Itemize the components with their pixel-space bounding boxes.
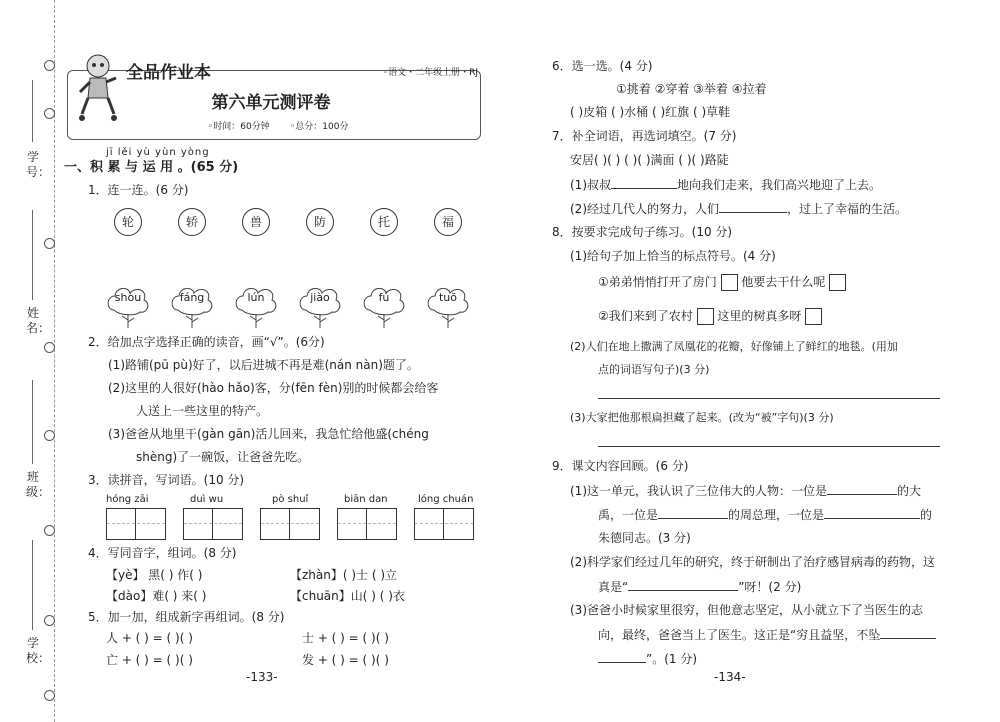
q5-row[interactable]: 亡 + ( ) = ( )( ) [106, 653, 193, 667]
char-circle[interactable]: 轿 [178, 208, 206, 236]
punct-box[interactable] [697, 308, 714, 325]
answer-line[interactable] [598, 398, 940, 399]
brand-name: 全品作业本 [126, 63, 211, 83]
q9-s2-line2 [598, 578, 801, 595]
char-circle[interactable]: 福 [434, 208, 462, 236]
q9-s1-a: (1)这一单元，我认识了三位伟大的人物：一位是 [570, 484, 827, 498]
punct-box[interactable] [805, 308, 822, 325]
student-no-label: 学号： [26, 150, 51, 179]
punct-box[interactable] [721, 274, 738, 291]
q3-pinyin: duì wu [190, 494, 224, 505]
q8-s1-a: ①弟弟悄悄打开了房门 [598, 275, 717, 289]
class-line[interactable] [32, 380, 33, 464]
page-title: 第六单元测评卷 [211, 93, 331, 113]
q3-pinyin: biān dan [344, 494, 388, 505]
book-meta: ◦语文・二年级上册・RJ [382, 68, 478, 78]
q9-s3-a: (3)爸爸小时候家里很穷，但他意志坚定，从小就立下了当医生的志 [570, 603, 924, 617]
q4-row[interactable]: 【chuān】山( ) ( )衣 [290, 589, 405, 603]
section-pinyin: jī lěi yù yùn yòng [106, 147, 210, 158]
q7-s1-b: 地向我们走来，我们高兴地迎了上去。 [677, 178, 882, 192]
pinyin-cloud[interactable] [234, 284, 278, 330]
q9-s2-a: (2)科学家们经过几年的研究，终于研制出了治疗感冒病毒的药物，这 [570, 555, 936, 569]
page-right [538, 0, 958, 722]
q4-row[interactable]: 【zhàn】( )士 ( )立 [290, 568, 398, 582]
pinyin-cloud[interactable] [170, 284, 214, 330]
char-circle[interactable]: 兽 [242, 208, 270, 236]
q7-s1 [570, 176, 881, 193]
page-number: -133- [246, 670, 278, 684]
binding-strip [0, 0, 58, 722]
time-info: ◦时间：60分钟 [208, 122, 270, 132]
blank[interactable] [719, 200, 787, 213]
cloud-pinyin: shòu [114, 291, 142, 304]
q6-row[interactable]: ( )皮箱 ( )水桶 ( )红旗 ( )草鞋 [570, 105, 731, 119]
q6-label: 6．选一选。(4 分) [552, 59, 653, 73]
name-label: 姓名： [26, 306, 51, 335]
char-circle[interactable]: 托 [370, 208, 398, 236]
section-title: 一、积 累 与 运 用 。(65 分) [64, 160, 239, 175]
q5-label: 5．加一加，组成新字再组词。(8 分) [88, 610, 285, 624]
q9-s1-f: 朱德同志。(3 分) [598, 531, 691, 545]
score-info: ◦总分：100分 [290, 122, 349, 132]
q8-s1-row2 [598, 308, 822, 325]
binding-hole [44, 60, 55, 71]
pinyin-cloud[interactable] [426, 284, 470, 330]
pinyin-cloud[interactable] [298, 284, 342, 330]
q9-s1-c: 禹，一位是 [598, 508, 659, 522]
cloud-pinyin: fú [378, 291, 390, 304]
binding-hole [44, 342, 55, 353]
cloud-pinyin: lún [247, 291, 265, 304]
q3-label: 3．读拼音，写词语。(10 分) [88, 473, 245, 487]
char-circle[interactable]: 轮 [114, 208, 142, 236]
q9-s3-line3 [598, 650, 697, 667]
q5-row[interactable]: 发 + ( ) = ( )( ) [302, 653, 389, 667]
q4-label: 4．写同音字，组词。(8 分) [88, 546, 237, 560]
q9-s1-e: 的 [920, 508, 933, 522]
q9-s1-line2 [598, 506, 932, 523]
blank[interactable] [658, 506, 728, 519]
q3-pinyin: pò shuǐ [272, 494, 309, 505]
q5-row[interactable]: 人 + ( ) = ( )( ) [106, 631, 193, 645]
writing-grid[interactable] [337, 508, 397, 540]
q3-pinyin: lóng chuán [418, 494, 474, 505]
blank[interactable] [611, 176, 677, 189]
answer-line[interactable] [598, 446, 940, 447]
q9-s1-b: 的大 [897, 484, 922, 498]
student-no-line[interactable] [32, 80, 33, 142]
q1-label: 1．连一连。(6 分) [88, 183, 189, 197]
q9-s2-c: ”呀！(2 分) [738, 580, 802, 594]
q9-s3-line2 [598, 626, 936, 643]
q2-line[interactable]: (3)爸爸从地里干(gàn gān)活儿回来，我急忙给他盛(chéng [108, 427, 429, 441]
writing-grid[interactable] [183, 508, 243, 540]
cut-line [54, 0, 55, 722]
q4-row[interactable]: 【yè】 黑( ) 作( ) [106, 568, 203, 582]
writing-grid[interactable] [106, 508, 166, 540]
q8-s2-b: 点的词语写句子)(3 分) [598, 363, 710, 376]
q9-s1-d: 的周总理，一位是 [728, 508, 825, 522]
class-label: 班级： [26, 470, 51, 499]
q9-s3-c: ”。(1 分) [646, 652, 698, 666]
writing-grid[interactable] [260, 508, 320, 540]
q3-pinyin: hóng zāi [106, 494, 149, 505]
punct-box[interactable] [829, 274, 846, 291]
writing-grid[interactable] [414, 508, 474, 540]
cloud-pinyin: tuō [438, 291, 457, 304]
q7-s2-a: (2)经过几代人的努力，人们 [570, 202, 719, 216]
binding-hole [44, 525, 55, 536]
q2-line[interactable]: (2)这里的人很好(hào hǎo)客，分(fēn fèn)别的时候都会给客 [108, 381, 439, 395]
q2-line[interactable]: shèng)了一碗饭，让爸爸先吃。 [136, 450, 310, 464]
blank[interactable] [598, 650, 646, 663]
q2-line[interactable]: (1)路铺(pū pù)好了，以后进城不再是难(nán nàn)题了。 [108, 358, 419, 372]
binding-hole [44, 615, 55, 626]
q7-s1-a: (1)叔叔 [570, 178, 611, 192]
q9-s2-b: 真是“ [598, 580, 629, 594]
q2-label: 2．给加点字选择正确的读音，画“√”。(6分) [88, 335, 325, 349]
q8-s1-row1 [598, 274, 846, 291]
blank[interactable] [880, 626, 936, 639]
binding-hole [44, 690, 55, 701]
q7-label: 7．补全词语，再选词填空。(7 分) [552, 129, 737, 143]
school-line[interactable] [32, 540, 33, 630]
cloud-pinyin: jiào [310, 291, 330, 304]
q8-s1-b: 他要去干什么呢 [741, 275, 826, 289]
q2-line: 人送上一些这里的特产。 [136, 404, 269, 418]
pinyin-cloud[interactable] [106, 284, 150, 330]
q6-options: ①挑着 ②穿着 ③举着 ④拉着 [616, 82, 767, 96]
q7-s2 [570, 200, 907, 217]
q8-label: 8．按要求完成句子练习。(10 分) [552, 225, 733, 239]
page-left [62, 0, 480, 722]
name-line[interactable] [32, 210, 33, 300]
q9-s1-line1 [570, 482, 921, 499]
school-label: 学校： [26, 636, 51, 665]
q5-row[interactable]: 士 + ( ) = ( )( ) [302, 631, 389, 645]
binding-hole [44, 430, 55, 441]
char-circle[interactable]: 防 [306, 208, 334, 236]
blank[interactable] [827, 482, 897, 495]
q9-label: 9．课文内容回顾。(6 分) [552, 459, 689, 473]
q4-row[interactable]: 【dào】难( ) 来( ) [106, 589, 207, 603]
q8-s3: (3)大家把他那根扁担藏了起来。(改为“被”字句)(3 分) [570, 411, 834, 424]
cloud-pinyin: fáng [179, 291, 205, 304]
q8-s2: (2)人们在地上撒满了凤凰花的花瓣，好像铺上了鲜红的地毯。(用加 [570, 340, 898, 353]
binding-hole [44, 238, 55, 249]
q7-row[interactable]: 安居( )( ) ( )( )满面 ( )( )路陡 [570, 153, 729, 167]
blank[interactable] [824, 506, 920, 519]
q8-s1-c: ②我们来到了农村 [598, 309, 693, 323]
page-number: -134- [714, 670, 746, 684]
q8-s1: (1)给句子加上恰当的标点符号。(4 分) [570, 249, 776, 263]
blank[interactable] [628, 578, 738, 591]
q7-s2-b: ，过上了幸福的生活。 [787, 202, 908, 216]
q8-s1-d: 这里的树真多呀 [717, 309, 802, 323]
pinyin-cloud[interactable] [362, 284, 406, 330]
binding-hole [44, 108, 55, 119]
q9-s3-b: 向，最终，爸爸当上了医生。这正是“穷且益坚，不坠 [598, 628, 881, 642]
